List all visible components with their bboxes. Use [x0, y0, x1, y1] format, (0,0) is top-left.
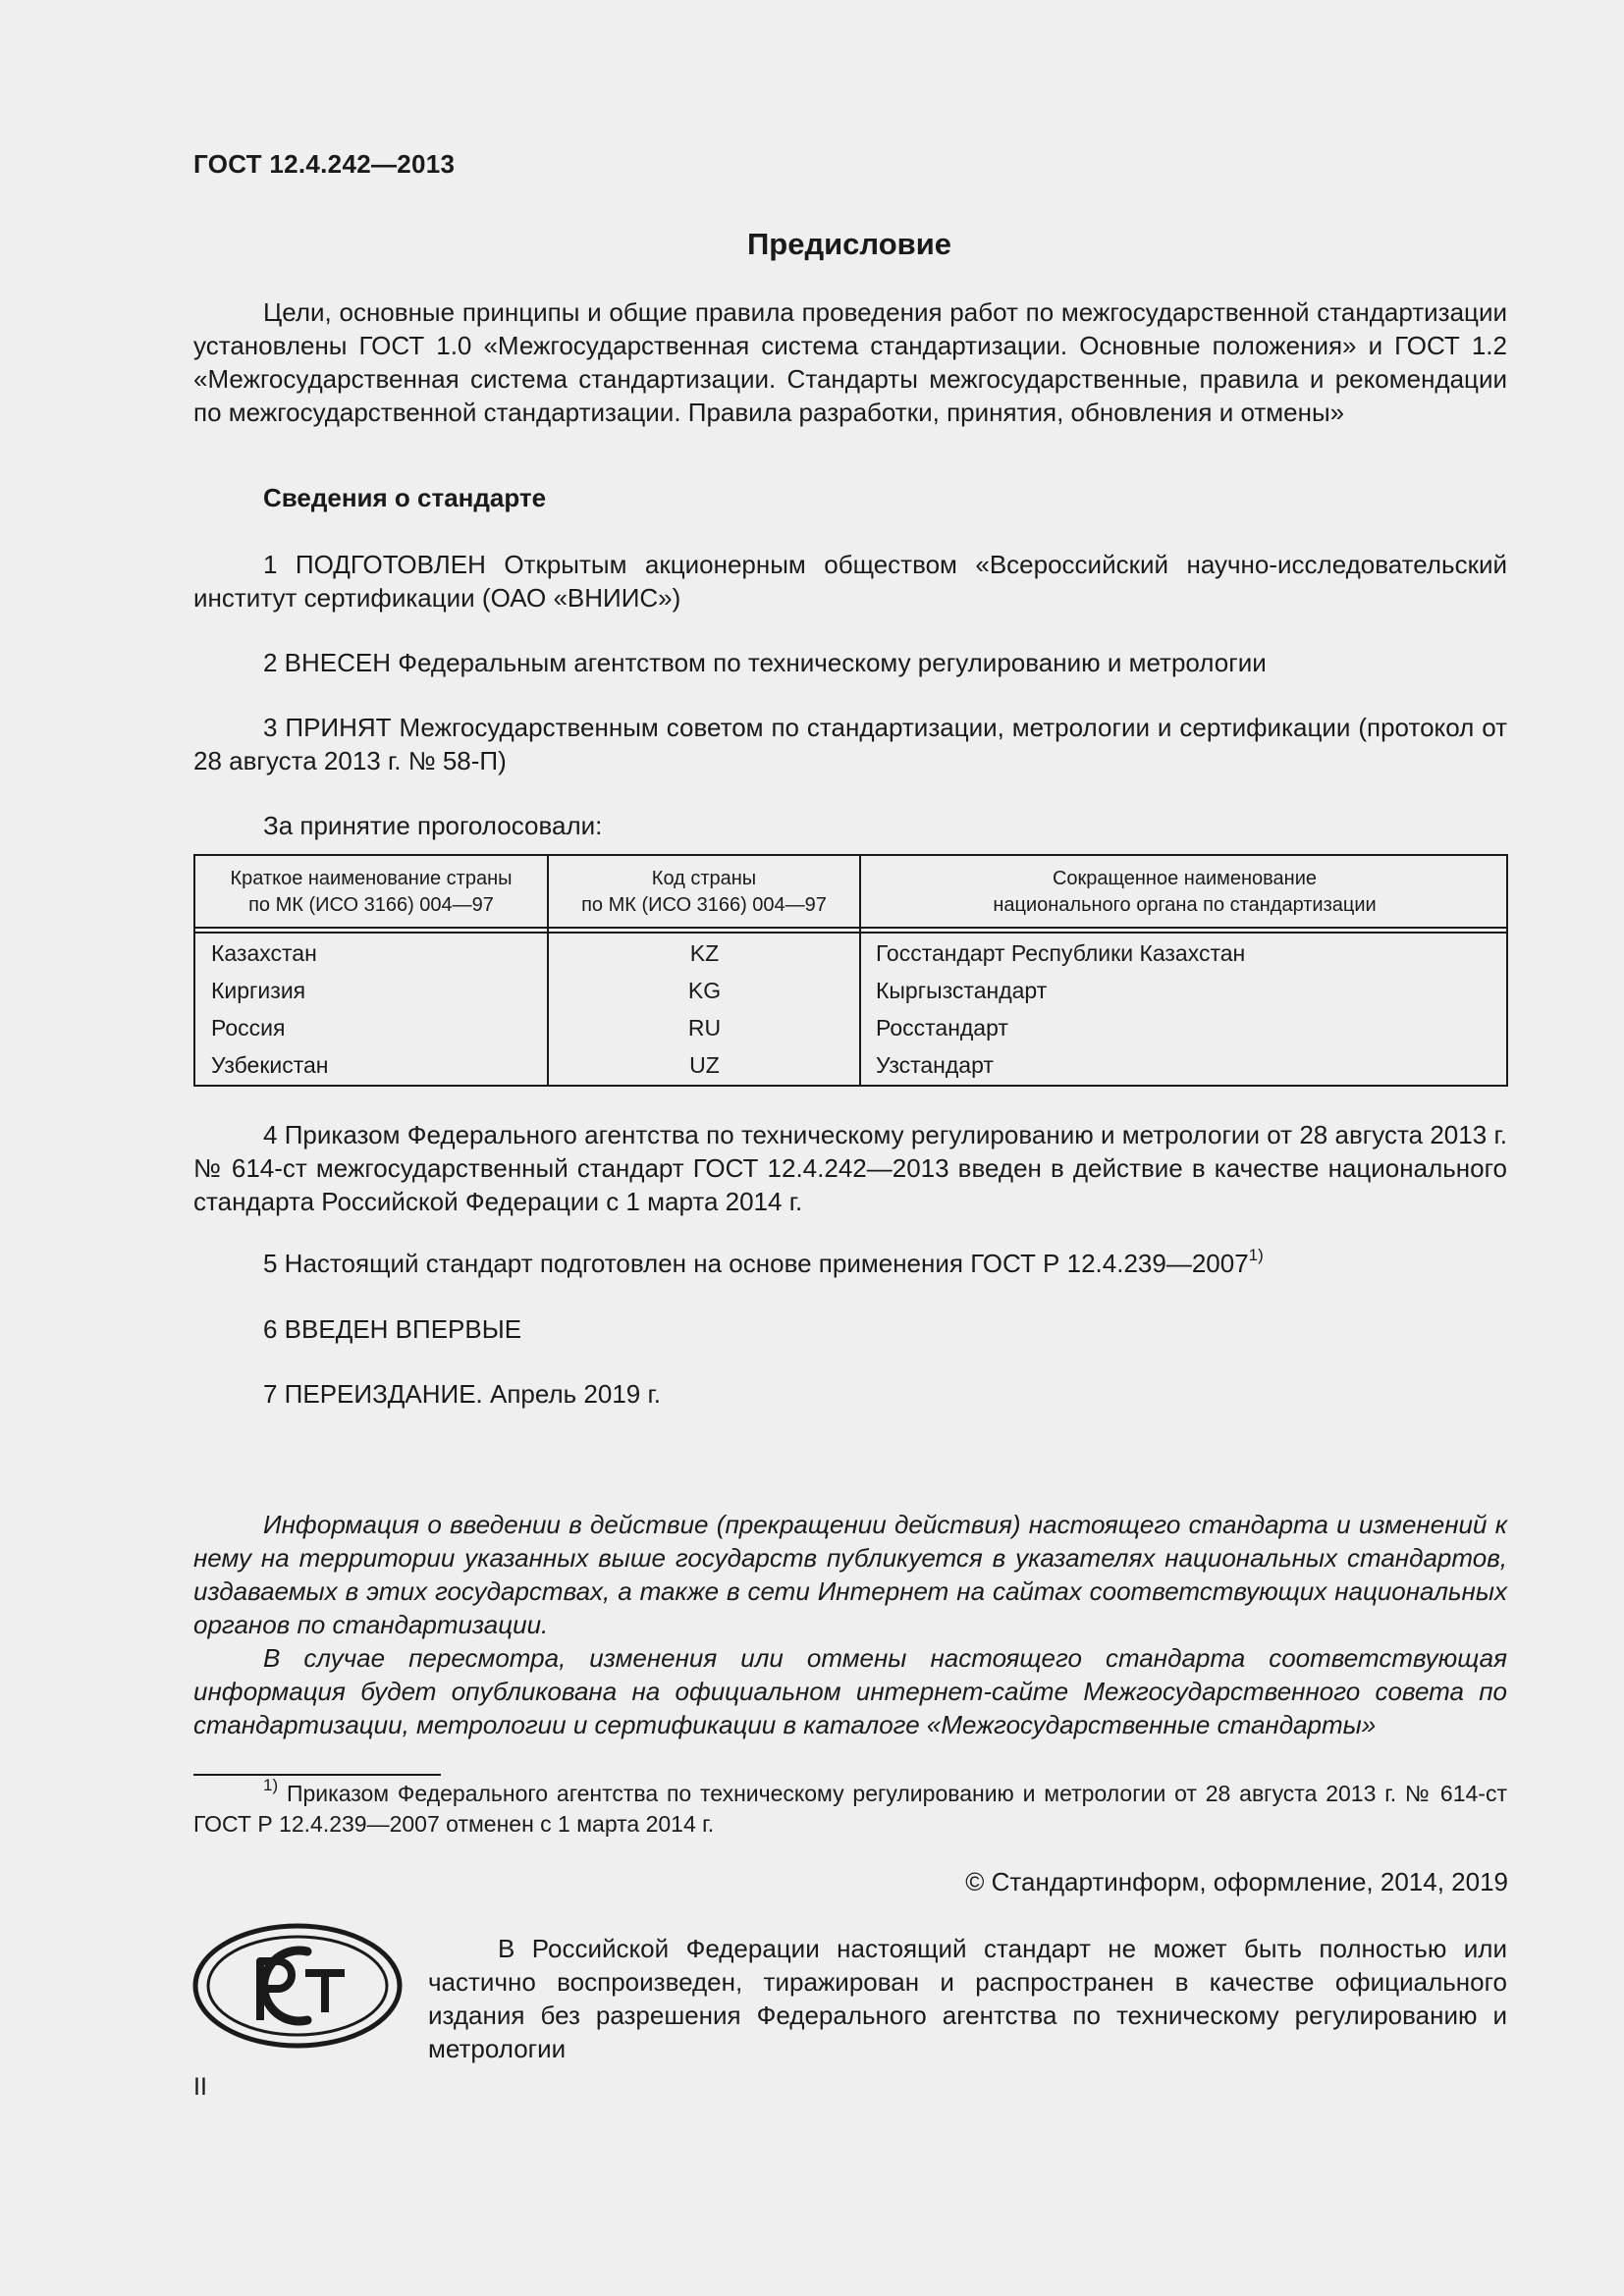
table-row: Россия RU Росстандарт [211, 1015, 1008, 1041]
table-header-body: Сокращенное наименование национального органа по стандартизации [993, 868, 1377, 916]
table-row: Узбекистан UZ Узстандарт [211, 1052, 994, 1078]
table-header-country: Краткое наименование страны по МК (ИСО 3166) 004—97 [230, 868, 513, 916]
table-header-rule [195, 927, 1506, 929]
svg-text:РСТ: РСТ [191, 1922, 193, 1923]
copyright-notice: В Российской Федерации настоящий стандарт не может быть полностью или частично воспроизведен, тиражирован и распространен в качестве официального издания без разрешения Федерального агентства по техническому регулированию и метрологии [428, 1934, 1507, 2063]
page-number: II [193, 2073, 207, 2101]
copyright-line: © Стандартинформ, оформление, 2014, 2019 [965, 1867, 1508, 1896]
item-2: 2 ВНЕСЕН Федеральным агентством по техническому регулированию и метрологии [263, 648, 1267, 677]
table-header-rule [195, 932, 1506, 934]
intro-paragraph: Цели, основные принципы и общие правила проведения работ по межгосударственной стандартизации установлены ГОСТ 1.0 «Межгосударственная система стандартизации. Основные положения» и ГОСТ 1.2 «Межгосударственная система стандартизации. Стандарты межгосударственные, правила и рекомендации по межгосударственной стандартизации. Правила разработки, принятия, обновления и отмены» [193, 297, 1507, 427]
item-7: 7 ПЕРЕИЗДАНИЕ. Апрель 2019 г. [263, 1379, 662, 1409]
footnote-ref[interactable]: 1) [1248, 1246, 1264, 1265]
item-1: 1 ПОДГОТОВЛЕН Открытым акционерным обществом «Всероссийский научно-исследовательский институт сертификации (ОАО «ВНИИС») [193, 550, 1507, 613]
footnote: $^{1)}$ Приказом Федерального агентства по техническому регулированию и метрологии от 28 августа 2013 г. № 614-ст ГОСТ Р 12.4.239—2007 отменен с 1 марта 2014 г. [193, 1776, 1507, 1837]
item-4: 4 Приказом Федерального агентства по техническому регулированию и метрологии от 28 августа 2013 г. № 614-ст межгосударственный стандарт ГОСТ 12.4.242—2013 введен в действие в качестве национального стандарта Российской Федерации с 1 марта 2014 г. [193, 1120, 1507, 1216]
italic-note-2: В случае пересмотра, изменения или отмены настоящего стандарта соответствующая информация будет опубликована на официальном интернет-сайте Межгосударственного совета по стандартизации, метрологии и сертификации в каталоге «Межгосударственные стандарты» [193, 1643, 1507, 1739]
item-6: 6 ВВЕДЕН ВПЕРВЫЕ [263, 1314, 522, 1344]
vote-intro: За принятие проголосовали: [263, 811, 603, 840]
item-3: 3 ПРИНЯТ Межгосударственным советом по стандартизации, метрологии и сертификации (протокол от 28 августа 2013 г. № 58-П) [193, 713, 1507, 775]
footnote-divider [193, 1774, 441, 1776]
page-title: Предисловие [746, 227, 951, 261]
document-code: ГОСТ 12.4.242—2013 [193, 149, 456, 179]
section-heading: Сведения о стандарте [263, 483, 547, 512]
table-row: Казахстан KZ Госстандарт Республики Казахстан [211, 940, 1246, 966]
italic-note-1: Информация о введении в действие (прекращении действия) настоящего стандарта и изменений к нему на территории указанных выше государств публикуется в указателях национальных стандартов, издаваемых в этих государствах, а также в сети Интернет на сайтах соответствующих национальных органов по стандартизации. [193, 1510, 1507, 1639]
rst-certification-mark-icon [191, 1922, 404, 2050]
item-5: 5 Настоящий стандарт подготовлен на основе применения ГОСТ Р 12.4.239—2007$^{1)}$ [263, 1246, 1264, 1278]
table-row: Киргизия KG Кыргызстандарт [211, 978, 1048, 1003]
voting-table [193, 854, 1508, 1087]
table-header-code: Код страны по МК (ИСО 3166) 004—97 [581, 868, 827, 916]
